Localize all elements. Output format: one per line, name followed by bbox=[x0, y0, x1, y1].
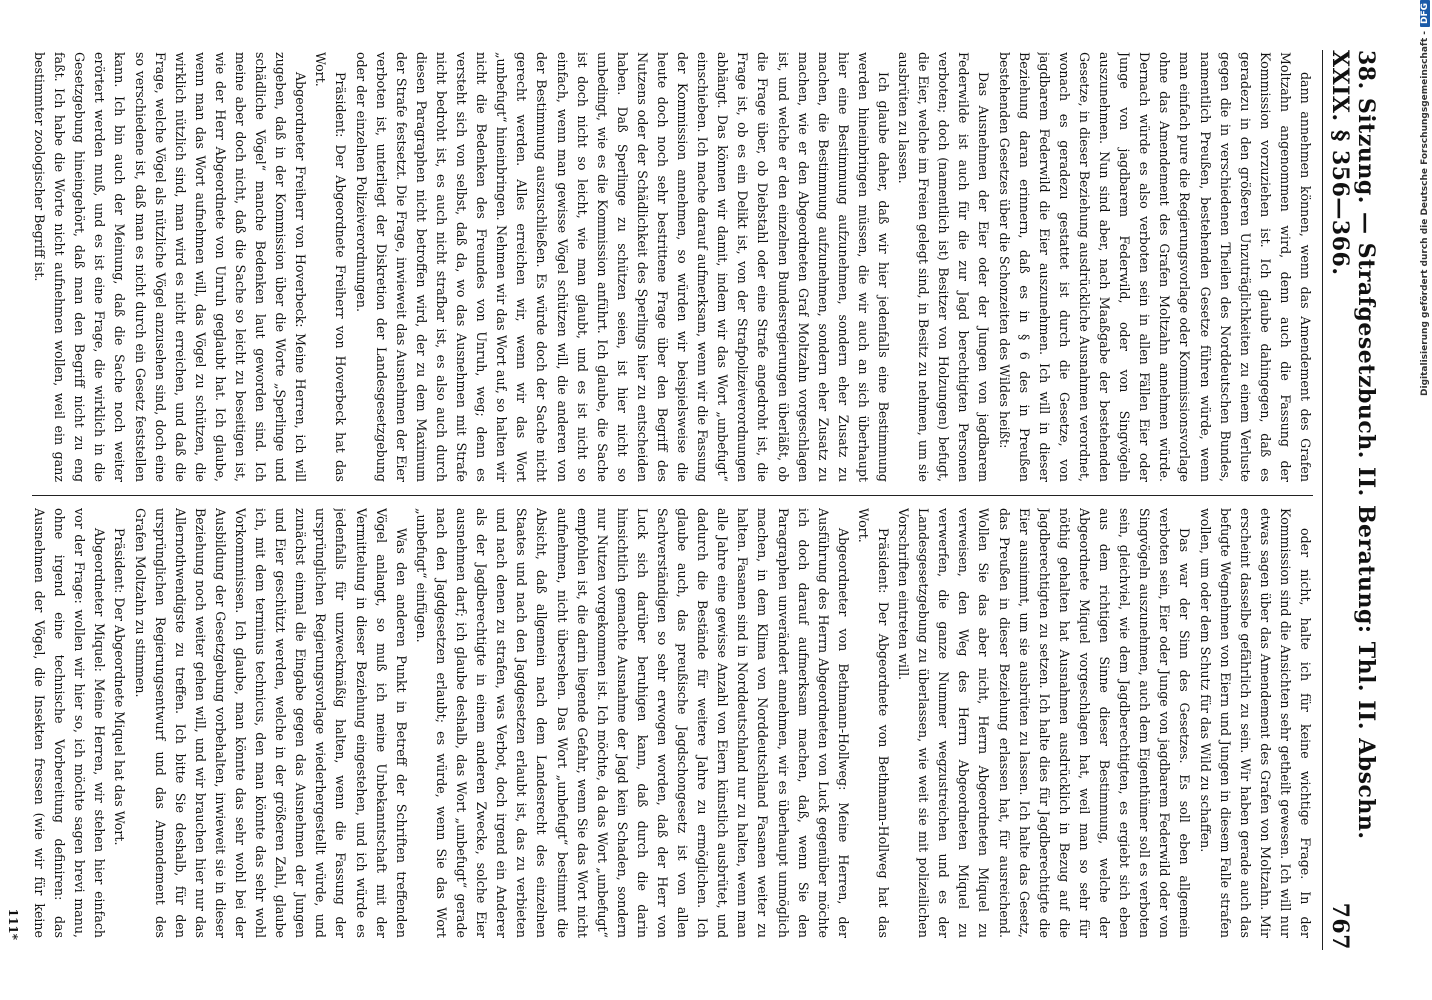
stamp-text: Digitalisierung gefördert durch die Deutsche Forschungsgemeinschaft - bbox=[1420, 31, 1430, 396]
president-remark: Präsident: Der Abgeordnete von Bethmann-Hollweg hat das Wort. bbox=[855, 508, 892, 938]
paragraph: oder nicht, halte ich für keine wichtige Frage. In der Kommission sind die Ansichten sehr getheilt gewesen. Ich will nur etwas sagen über das Amendement des Grafen von Moltzahn. Mir erscheint dasselbe gefährlich zu sein. Wir haben gerade auch das befugte Wegnehmen von Eiern und Jungen in diesem Falle strafen wollen, um oder dem Schutz für das Wild zu schaffen. bbox=[1197, 508, 1313, 938]
left-column bbox=[30, 52, 1315, 482]
paragraph: Ich glaube daher, daß wir hier jedenfalls eine Bestimmung werden hineinbringen müssen, die wir auch an sich überhaupt hier eine Bestimmung aufzunehmen, sondern eher Zusatz zu machen, die Bestimmung aufzunehmen, sondern eher Zusatz zu machen, wie er den Abgeordneten Graf Moltzahn vorgeschlagen ist, und welche er den einzelnen Bundesregierungen überläßt, ob die Frage über, ob Diebstahl oder eine Strafe angedroht ist, die Frage ist, ob es ein Delikt ist, von der Strafpolizeiverordnungen abhängt. Das können wir damit, indem wir das Wort „unbefugt“ einschieben. Ich mache darauf aufmerksam, wenn wir die Fassung der Kommission annehmen, so würden wir beispielsweise die heute doch noch sehr bestrittene Frage über den Begriff des Nutzens oder der Schädlichkeit des Sperlings hier zu entscheiden haben. Daß Sperlinge zu schützen seien, ist hier nicht so unbedingt, wie es die Kommission anführt. Ich glaube, die Sache ist doch nicht so leicht, wie man glaubt, und es ist nicht so einfach, wenn man gewisse Vögel schützen will, die anderen von der Bestimmung auszuschließen. Es würde doch der Sache nicht gerecht werden. Alles erreichen wir, wenn wir das Wort „unbefugt“ hineinbringen. Nehmen wir das Wort auf, so halten wir nicht die Bedenken des Freundes von Unruh, weg; denn es versteht sich von selbst, daß da, wo das Ausnehmen mit Strafe nicht bedroht ist, es auch nicht strafbar ist, es also auch durch diesen Paragraphen nicht betroffen wird, der zu dem Maximum der Strafe festsetzt. Die Frage, inwieweit das Ausnehmen der Eier verboten ist, unterliegt der Diskretion der Landesgesetzgebung oder der einzelnen Polizeiverordnungen. bbox=[353, 52, 892, 482]
paragraph: Das war der Sinn des Gesetzes. Es soll eben allgemein verboten sein, Eier oder Junge von jagdbarem Federwild oder von Singvögeln auszunehmen, auch dem Eigenthümer soll es verboten sein, gleichviel, wie dem Jagdberechtigten, es ergiebt sich eben aus dem richtigen Sinne dieser Bestimmung, welche der Abgeordnete Miquel vorgeschlagen hat, weil man so sehr für nöthig gehalten hat Ausnahmen ausdrücklich in Bezug auf die Jagdberechtigten zu setzen. Ich halte dies für Jagdberechtigte die Eier ausnimmt, um sie ausbrüten zu lassen. Ich halte das Gesetz, das Preußen in dieser Beziehung erlassen hat, für ausreichend. Wollen Sie das aber nicht, Herrn Abgeordneten Miquel zu verweisen, den Weg des Herrn Abgeordneten Miquel zu verwerfen, die ganze Nummer wegzustreichen und es der Landesgesetzgebung zu überlassen, wie weit sie mit polizeilichen Vorschriften eintreten will. bbox=[896, 508, 1193, 938]
page-number: 767 bbox=[1327, 902, 1353, 950]
dfg-logo: DFG bbox=[1420, 0, 1430, 27]
page-header bbox=[1322, 50, 1379, 950]
paragraph: dann annehmen können, wenn das Amendement des Grafen Moltzahn angenommen wird, denn auch die Fassung der Kommission vorzuziehen ist. Ich glaube dahingegen, daß es geradezu in den größeren Unzuträglichkeiten zu einem Verluste gegen die in verschiedenen Theilen des Norddeutschen Bundes, namentlich Preußen, bestehenden Gesetze führen würde, wenn man einfach pure die Regierungsvorlage oder Kommissionsvorlage ohne das Amendement des Grafen Moltzahn annehmen würde. Dernach würde es also verboten sein in allen Fällen Eier oder Junge von jagdbarem Federwild, oder von Singvögeln auszunehmen. Nun sind aber, nach Maaßgabe der bestehenden Gesetze, in dieser Beziehung ausdrückliche Ausnahmen verordnet, wonach es geradezu gestattet ist durch die Gesetze, von jagdbarem Federwild die Eier auszunehmen. Ich will in dieser Beziehung daran erinnern, daß es in § 6 des in Preußen bestehenden Gesetzes über die Schonzeiten des Wildes heißt: bbox=[996, 52, 1313, 482]
right-column bbox=[30, 508, 1315, 938]
paragraph: Abgeordneter Freiherr von Hoverbeck: Meine Herren, ich will zugeben, daß in der Kommission über die Worte „Sperlinge und schädliche Vögel“ manche Bedenken laut geworden sind. Ich meine aber doch nicht, daß die Sache so leicht zu beseitigen ist, wie der Herr Abgeordnete von Unruh geglaubt hat. Ich glaube, wenn man das Wort aufnehmen will, das Vögel zu schützen, die wirklich nützlich sind, man wird es nicht erreichen, und daß die Frage, welche Vögel als nützliche Vögel anzusehen sind, doch eine so verschiedene ist, daß man es nicht durch ein Gesetz feststellen kann. Ich bin auch der Meinung, daß die Sache noch weiter erörtert werden muß, und es ist eine Frage, die wirklich in die Gesetzgebung hineingehört, daß man den Begriff nicht zu eng faßt. Ich habe die Worte nicht aufnehmen wollen, weil ein ganz bestimmter zoologischer Begriff ist. bbox=[32, 52, 309, 482]
paragraph: Abgeordneter Miquel: Meine Herren, wir stehen hier einfach vor der Frage: wollen wir hier so, ich möchte sagen brevi manu, ohne irgend eine technische Vorbereitung definiren: das Ausnehmen der Vögel, die Insekten fressen (wie wir für keine bbox=[32, 508, 108, 938]
paragraph: Was den anderen Punkt in Betreff der Schriften treffenden Vögel anlangt, so muß ich meine Unbekanntschaft mit der Vermittelung in dieser Beziehung eingestehen, und ich würde es jedenfalls für unzweckmäßig halten, wenn die Fassung der ursprünglichen Regierungsvorlage wiederhergestellt würde, und zunächst einmal die Eingabe gegen das Ausnehmen der Jungen und Eier geschützt werden, welche in der größeren Zahl, glaube ich, mit dem terminus technicus, den man könnte das sehr wohl Vorkommnissen. Ich glaube, man könnte das sehr wohl bei der Ausbildung der Gesetzgebung vorbehalten, inwieweit sie in dieser Beziehung noch weiter gehen will, und wir brauchen hier nur das Allernothwendigste zu treffen. Ich bitte Sie deshalb, für den ursprünglichen Regierungsentwurf und das Amendement des Grafen Moltzahn zu stimmen. bbox=[132, 508, 409, 938]
paragraph: Abgeordneter von Bethmann-Hollweg: Meine Herren, der Ausführung des Herrn Abgeordneten von Luck gegenüber möchte ich doch darauf aufmerksam machen, daß, wenn Sie den Paragraphen unverändert annehmen, wir es überhaupt unmöglich machen, in dem Klima von Norddeutschland Fasanen weiter zu halten. Fasanen sind in Norddeutschland nur zu halten, wenn man alle Jahre eine gewisse Anzahl von Eiern künstlich ausbrütet, und dadurch die Bestände für weitere Jahre zu ermöglichen. Ich glaube auch, das preußische Jagdschongesetz ist von allen Sachverständigen so sehr erwogen worden, daß der Herr von Luck sich darüber beruhigen kann, daß durch die darin hinsichtlich gemachte Ausnahme der Jagd kein Schaden, sondern nur Nutzen vorgekommen ist. Ich möchte, da das Wort „unbefugt“ empfohlen ist, die darin liegende Gefahr, wenn Sie das Wort nicht aufnehmen, nicht übersehen. Das Wort „unbefugt“ bestimmt die Absicht, daß allgemein nach dem Landesrecht des einzelnen Staates und nach den Jagdgesetzen erlaubt ist, das zu verbieten und nach denen zu strafen, was Verbot, doch irgend ein Anderer als der Jagdberechtigte in einem anderen Zwecke, solche Eier ausnehmen darf; ich glaube deshalb, das Wort „unbefugt“ gerade nach den Jagdgesetzen erlaubt; es würde, wenn Sie das Wort „unbefugt“ einfügen. bbox=[413, 508, 851, 938]
president-remark: Präsident: Der Abgeordnete Freiherr von Hoverbeck hat das Wort. bbox=[313, 52, 349, 482]
running-head: 38. Sitzung. — Strafgesetzbuch. II. Beratung: Thl. II. Abschn. XXIX. § 356—366. bbox=[1327, 50, 1379, 840]
column-divider bbox=[32, 495, 1313, 496]
president-remark: Präsident: Der Abgeordnete Miquel hat das Wort. bbox=[112, 528, 128, 846]
dfg-stamp bbox=[1418, 0, 1432, 1000]
paragraph: Das Ausnehmen der Eier oder der Jungen von jagdbarem Federwilde ist auch für die zur Jagd berechtigten Personen verboten; doch (namentlich ist) Besitzer von Holzungen) befugt, die Eier, welche im Freien gelegt sind, in Besitz zu nehmen, um sie ausbrüten zu lassen. bbox=[896, 52, 992, 482]
signature-mark: 111* bbox=[6, 908, 20, 940]
